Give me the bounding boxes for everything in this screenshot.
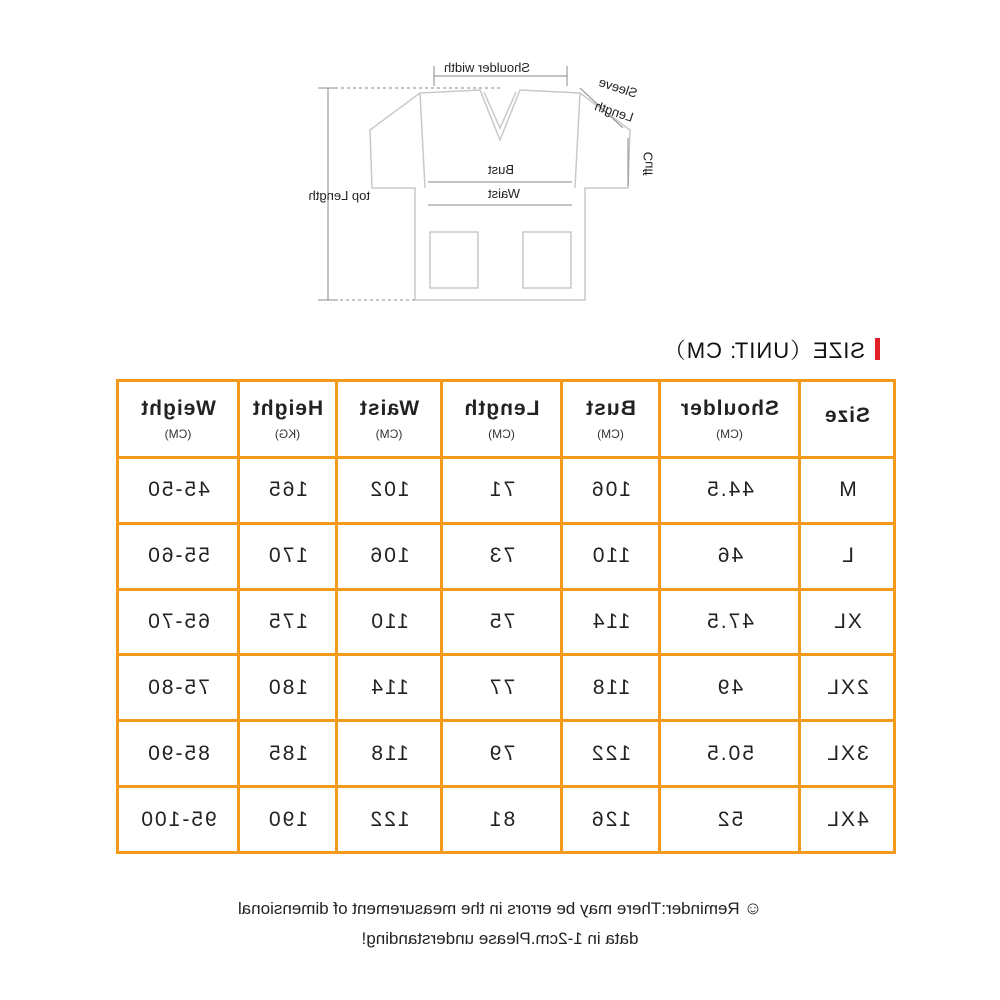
cell-height: 190 — [239, 787, 337, 853]
cell-shoulder: 47.5 — [660, 589, 800, 655]
cell-bust: 118 — [562, 655, 660, 721]
cell-size: 4XL — [800, 787, 895, 853]
cell-shoulder: 46 — [660, 523, 800, 589]
cell-weight: 75-80 — [118, 655, 239, 721]
cell-height: 180 — [239, 655, 337, 721]
table-row — [118, 523, 895, 589]
cell-length: 81 — [442, 787, 562, 853]
cell-height: 175 — [239, 589, 337, 655]
cell-size: XL — [800, 589, 895, 655]
size-table — [116, 379, 896, 854]
cell-bust: 126 — [562, 787, 660, 853]
cell-waist: 110 — [337, 589, 442, 655]
top-length-label: top Length — [308, 188, 370, 203]
cell-height: 170 — [239, 523, 337, 589]
cell-length: 73 — [442, 523, 562, 589]
cell-shoulder: 44.5 — [660, 458, 800, 524]
cell-waist: 118 — [337, 721, 442, 787]
heading-accent-bar — [875, 338, 880, 360]
header-size: Size — [800, 381, 895, 458]
table-row — [118, 787, 895, 853]
scrub-top-illustration — [0, 0, 1000, 320]
right-pocket — [430, 232, 478, 288]
header-waist: Waist (CM) — [337, 381, 442, 458]
header-height: Height (KG) — [239, 381, 337, 458]
cell-size: L — [800, 523, 895, 589]
table-row — [118, 721, 895, 787]
reminder-line-1: ☺Reminder:There may be errors in the measurement of dimensional — [237, 898, 763, 918]
sleeve-label: Sleeve — [596, 74, 640, 101]
cell-size: 3XL — [800, 721, 895, 787]
table-row — [118, 458, 895, 524]
cell-bust: 122 — [562, 721, 660, 787]
cell-size: M — [800, 458, 895, 524]
size-heading — [663, 336, 880, 362]
cell-length: 79 — [442, 721, 562, 787]
header-shoulder: Shoulder (CM) — [660, 381, 800, 458]
header-weight: Weight (CM) — [118, 381, 239, 458]
cell-shoulder: 49 — [660, 655, 800, 721]
waist-label: Waist — [487, 186, 520, 201]
table-row — [118, 589, 895, 655]
cell-weight: 85-90 — [118, 721, 239, 787]
sleeve-length-label: Length — [592, 98, 636, 125]
reminder-note — [110, 893, 890, 954]
cell-waist: 114 — [337, 655, 442, 721]
header-bust: Bust (CM) — [562, 381, 660, 458]
header-length: Length (CM) — [442, 381, 562, 458]
cell-height: 185 — [239, 721, 337, 787]
cell-waist: 122 — [337, 787, 442, 853]
cell-size: 2XL — [800, 655, 895, 721]
cell-shoulder: 50.5 — [660, 721, 800, 787]
cell-weight: 95-100 — [118, 787, 239, 853]
smile-icon: ☺ — [743, 898, 763, 918]
table-row — [118, 655, 895, 721]
reminder-line-2: data in 1-2cm.Please understanding! — [361, 929, 639, 948]
garment-measurement-diagram — [0, 0, 1000, 320]
cell-weight: 65-70 — [118, 589, 239, 655]
table-header-row — [118, 381, 895, 458]
cell-length: 71 — [442, 458, 562, 524]
cell-waist: 102 — [337, 458, 442, 524]
cell-shoulder: 52 — [660, 787, 800, 853]
shoulder-width-label: Shoulder width — [444, 60, 530, 75]
cell-bust: 110 — [562, 523, 660, 589]
cell-height: 165 — [239, 458, 337, 524]
cell-weight: 55-60 — [118, 523, 239, 589]
bust-label: Bust — [487, 162, 514, 177]
cell-bust: 106 — [562, 458, 660, 524]
cell-bust: 114 — [562, 589, 660, 655]
cell-length: 77 — [442, 655, 562, 721]
size-heading-text: SIZE（UNIT: CM） — [662, 337, 865, 363]
cell-waist: 106 — [337, 523, 442, 589]
cell-length: 75 — [442, 589, 562, 655]
cell-weight: 45-50 — [118, 458, 239, 524]
cuff-label: Cuff — [640, 151, 656, 176]
left-pocket — [523, 232, 571, 288]
